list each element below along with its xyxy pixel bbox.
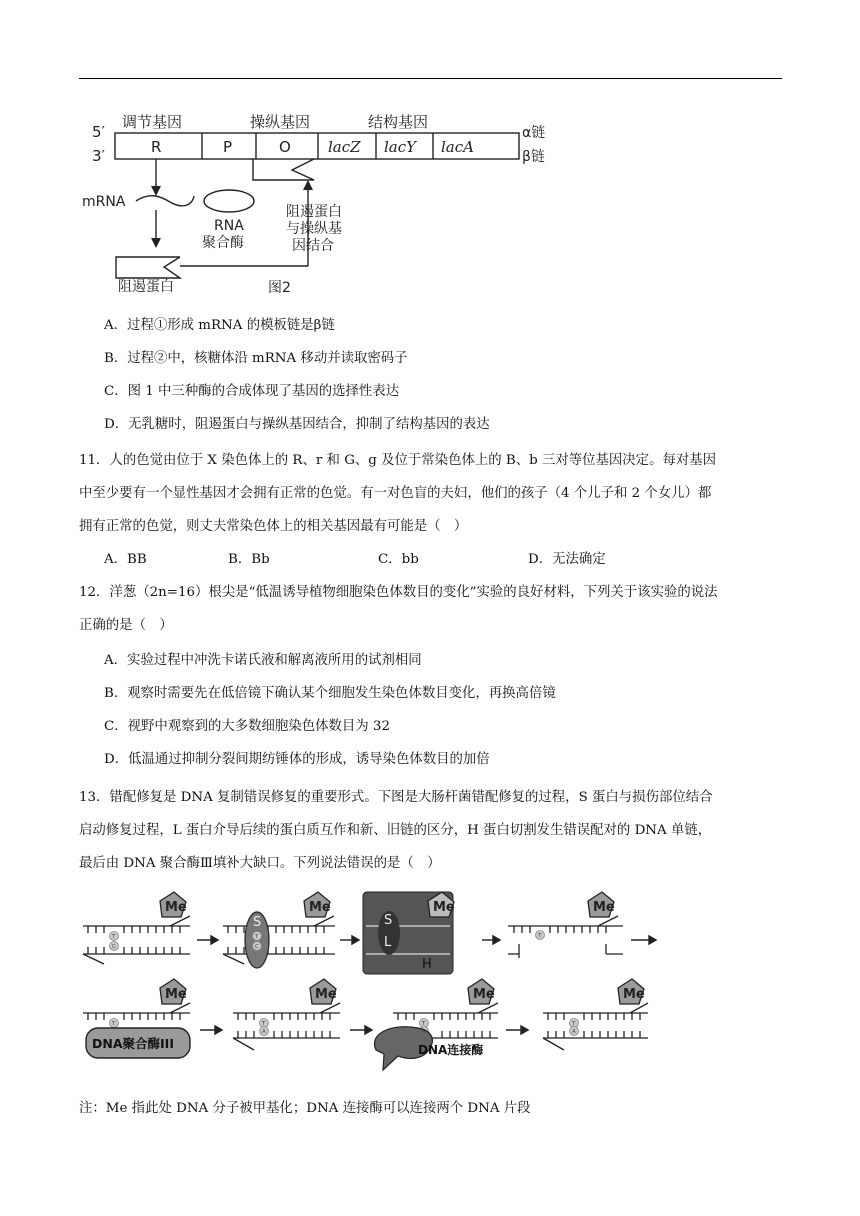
base-a: A bbox=[422, 1029, 426, 1035]
me-label: Me bbox=[473, 987, 495, 1002]
q10-option-c: C．图 1 中三种酶的合成体现了基因的选择性表达 bbox=[104, 384, 400, 399]
q11-option-a: A．BB bbox=[104, 552, 147, 567]
beta-chain-label: β链 bbox=[522, 149, 545, 165]
q13-line-3: 最后由 DNA 聚合酶Ⅲ填补大缺口。下列说法错误的是（ ） bbox=[79, 856, 441, 871]
q11-line-1: 11．人的色觉由位于 X 染色体上的 R、r 和 G、g 及位于常染色体上的 B、b 三对等位基因决定。每对基因 bbox=[79, 453, 717, 468]
segment-lacy: lacY bbox=[384, 138, 417, 156]
q10-option-d: D．无乳糖时，阻遏蛋白与操纵基因结合，抑制了结构基因的表达 bbox=[104, 417, 490, 432]
q12-option-d: D．低温通过抑制分裂间期纺锤体的形成，诱导染色体数目的加倍 bbox=[104, 752, 490, 767]
l-label: L bbox=[384, 935, 392, 950]
figure-2-caption: 图2 bbox=[268, 280, 291, 296]
base-t: T bbox=[255, 934, 259, 940]
q13-line-1: 13．错配修复是 DNA 复制错误修复的重要形式。下图是大肠杆菌错配修复的过程，S 蛋白与损伤部位结合 bbox=[79, 790, 713, 805]
q12-line-2: 正确的是（ ） bbox=[79, 618, 173, 633]
figure-mismatch-repair bbox=[78, 888, 668, 1078]
header-rule bbox=[79, 78, 782, 79]
q10-option-a: A．过程①形成 mRNA 的模板链是β链 bbox=[104, 318, 335, 333]
me-label: Me bbox=[165, 900, 187, 915]
bind-label-2: 与操纵基 bbox=[286, 221, 342, 237]
operator-gene-label: 操纵基因 bbox=[250, 113, 311, 131]
q13-line-2: 启动修复过程，L 蛋白介导后续的蛋白质互作和新、旧链的区分，H 蛋白切割发生错误配对的 DNA 单链， bbox=[79, 823, 712, 838]
me-label: Me bbox=[593, 900, 615, 915]
base-t: T bbox=[538, 933, 542, 939]
q11-option-d: D．无法确定 bbox=[528, 552, 606, 567]
figure-note: 注：Me 指此处 DNA 分子被甲基化；DNA 连接酶可以连接两个 DNA 片段 bbox=[79, 1101, 531, 1116]
segment-laca: lacA bbox=[441, 138, 474, 156]
me-label: Me bbox=[309, 900, 331, 915]
q12-option-b: B．观察时需要先在低倍镜下确认某个细胞发生染色体数目变化，再换高倍镜 bbox=[104, 686, 556, 701]
alpha-chain-label: α链 bbox=[522, 125, 546, 141]
q12-line-1: 12．洋葱（2n=16）根尖是“低温诱导植物细胞染色体数目的变化”实验的良好材料，下列关于该实验的说法 bbox=[79, 585, 718, 600]
q10-option-b: B．过程②中，核糖体沿 mRNA 移动并读取密码子 bbox=[104, 351, 408, 366]
five-prime-label: 5′ bbox=[92, 123, 105, 141]
segment-p: P bbox=[223, 138, 233, 156]
base-t: T bbox=[112, 1021, 116, 1027]
base-t: T bbox=[572, 1021, 576, 1027]
q12-option-c: C．视野中观察到的大多数细胞染色体数目为 32 bbox=[104, 719, 390, 734]
me-label: Me bbox=[623, 987, 645, 1002]
q11-line-3: 拥有正常的色觉，则丈夫常染色体上的相关基因最有可能是（ ） bbox=[79, 519, 468, 534]
q11-option-c: C．bb bbox=[378, 552, 419, 567]
rna-polymerase-label-1: RNA bbox=[214, 218, 244, 234]
me-label: Me bbox=[315, 987, 337, 1002]
mrna-label: mRNA bbox=[82, 194, 126, 210]
s-label: S bbox=[253, 915, 262, 930]
figure-2-lac-operon bbox=[78, 106, 546, 302]
base-c: C bbox=[112, 944, 116, 950]
base-t: T bbox=[112, 934, 116, 940]
q12-option-a: A．实验过程中冲洗卡诺氏液和解离液所用的试剂相同 bbox=[104, 653, 422, 668]
rna-polymerase-label-2: 聚合酶 bbox=[202, 235, 244, 251]
bind-label-3: 因结合 bbox=[292, 238, 334, 254]
regulatory-gene-label: 调节基因 bbox=[122, 113, 183, 131]
q11-option-b: B．Bb bbox=[228, 552, 270, 567]
base-a: A bbox=[572, 1029, 576, 1035]
repressor-label: 阻遏蛋白 bbox=[118, 279, 174, 295]
q11-line-2: 中至少要有一个显性基因才会拥有正常的色觉。有一对色盲的夫妇，他们的孩子（4 个儿子和 2 个女儿）都 bbox=[79, 486, 712, 501]
segment-r: R bbox=[151, 138, 162, 156]
h-label: H bbox=[422, 957, 432, 972]
s-label: S bbox=[384, 913, 393, 928]
base-c: C bbox=[255, 944, 259, 950]
dna-polymerase-label: DNA聚合酶III bbox=[92, 1036, 174, 1051]
segment-o: O bbox=[279, 138, 291, 156]
me-label: Me bbox=[433, 900, 455, 915]
bind-label-1: 阻遏蛋白 bbox=[286, 204, 342, 220]
segment-lacz: lacZ bbox=[328, 138, 361, 156]
me-label: Me bbox=[165, 987, 187, 1002]
base-a: A bbox=[262, 1029, 266, 1035]
dna-ligase-label: DNA连接酶 bbox=[418, 1043, 484, 1057]
base-t: T bbox=[262, 1021, 266, 1027]
structural-genes-label: 结构基因 bbox=[368, 113, 429, 131]
base-t: T bbox=[422, 1021, 426, 1027]
three-prime-label: 3′ bbox=[92, 147, 105, 165]
